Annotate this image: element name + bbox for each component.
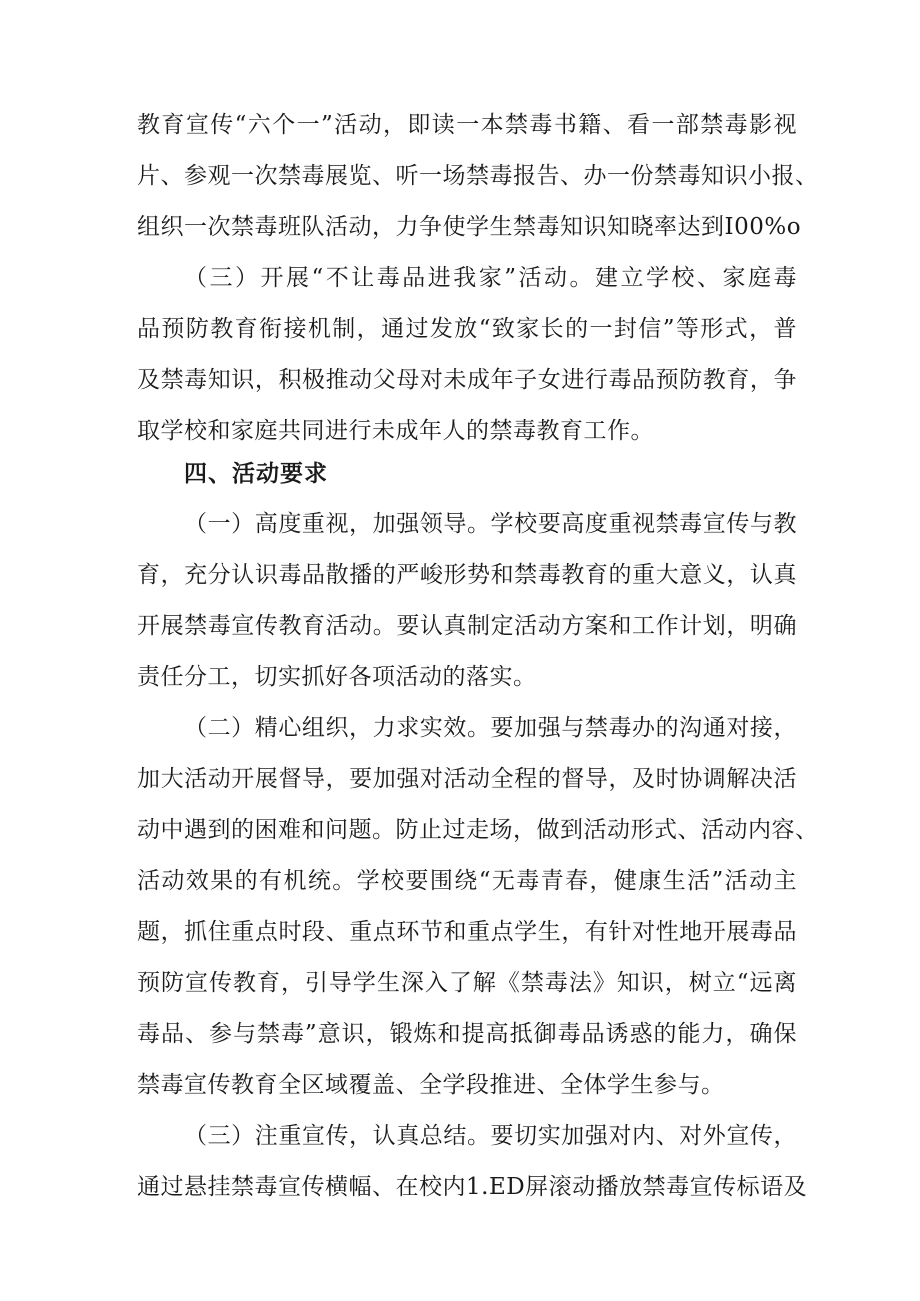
paragraph-line: （一）高度重视，加强领导。学校要高度重视禁毒宣传与教: [184, 511, 797, 537]
paragraph-line: 教育宣传“六个一”活动，即读一本禁毒书籍、看一部禁毒影视: [137, 112, 797, 138]
paragraph-line: （三）注重宣传，认真总结。要切实加强对内、对外宣传，: [184, 1123, 797, 1149]
paragraph-line: 通过悬挂禁毒宣传横幅、在校内1.ED屏滚动播放禁毒宣传标语及: [137, 1174, 808, 1200]
paragraph-line: 品预防教育衔接机制，通过发放“致家长的一封信”等形式，普: [137, 316, 797, 342]
paragraph-line: 及禁毒知识，积极推动父母对未成年子女进行毒品预防教育，争: [137, 367, 797, 393]
paragraph-line: 责任分工，切实抓好各项活动的落实。: [137, 664, 537, 690]
paragraph-line: 组织一次禁毒班队活动，力争使学生禁毒知识知晓率达到I00%o: [137, 214, 802, 240]
paragraph-line: 取学校和家庭共同进行未成年人的禁毒教育工作。: [137, 418, 654, 444]
section-heading: 四、活动要求: [184, 461, 328, 487]
paragraph-line: （三）开展“不让毒品进我家”活动。建立学校、家庭毒: [184, 265, 797, 291]
paragraph-line: 动中遇到的困难和问题。防止过走场，做到活动形式、活动内容、: [137, 817, 819, 843]
paragraph-line: 预防宣传教育，引导学生深入了解《禁毒法》知识，树立“远离: [137, 970, 797, 996]
paragraph-line: 禁毒宣传教育全区域覆盖、全学段推进、全体学生参与。: [137, 1072, 725, 1098]
paragraph-line: 加大活动开展督导，要加强对活动全程的督导，及时协调解决活: [137, 766, 797, 792]
paragraph-line: 毒品、参与禁毒”意识，锻炼和提高抵御毒品诱惑的能力，确保: [137, 1021, 797, 1047]
paragraph-line: 题，抓住重点时段、重点环节和重点学生，有针对性地开展毒品: [137, 919, 797, 945]
paragraph-line: （二）精心组织，力求实效。要加强与禁毒办的沟通对接，: [184, 715, 797, 741]
paragraph-line: 片、参观一次禁毒展览、听一场禁毒报告、办一份禁毒知识小报、: [137, 163, 819, 189]
paragraph-line: 育，充分认识毒品散播的严峻形势和禁毒教育的重大意义，认真: [137, 562, 797, 588]
paragraph-line: 活动效果的有机统。学校要围绕“无毒青春，健康生活”活动主: [137, 868, 797, 894]
paragraph-line: 开展禁毒宣传教育活动。要认真制定活动方案和工作计划，明确: [137, 613, 797, 639]
